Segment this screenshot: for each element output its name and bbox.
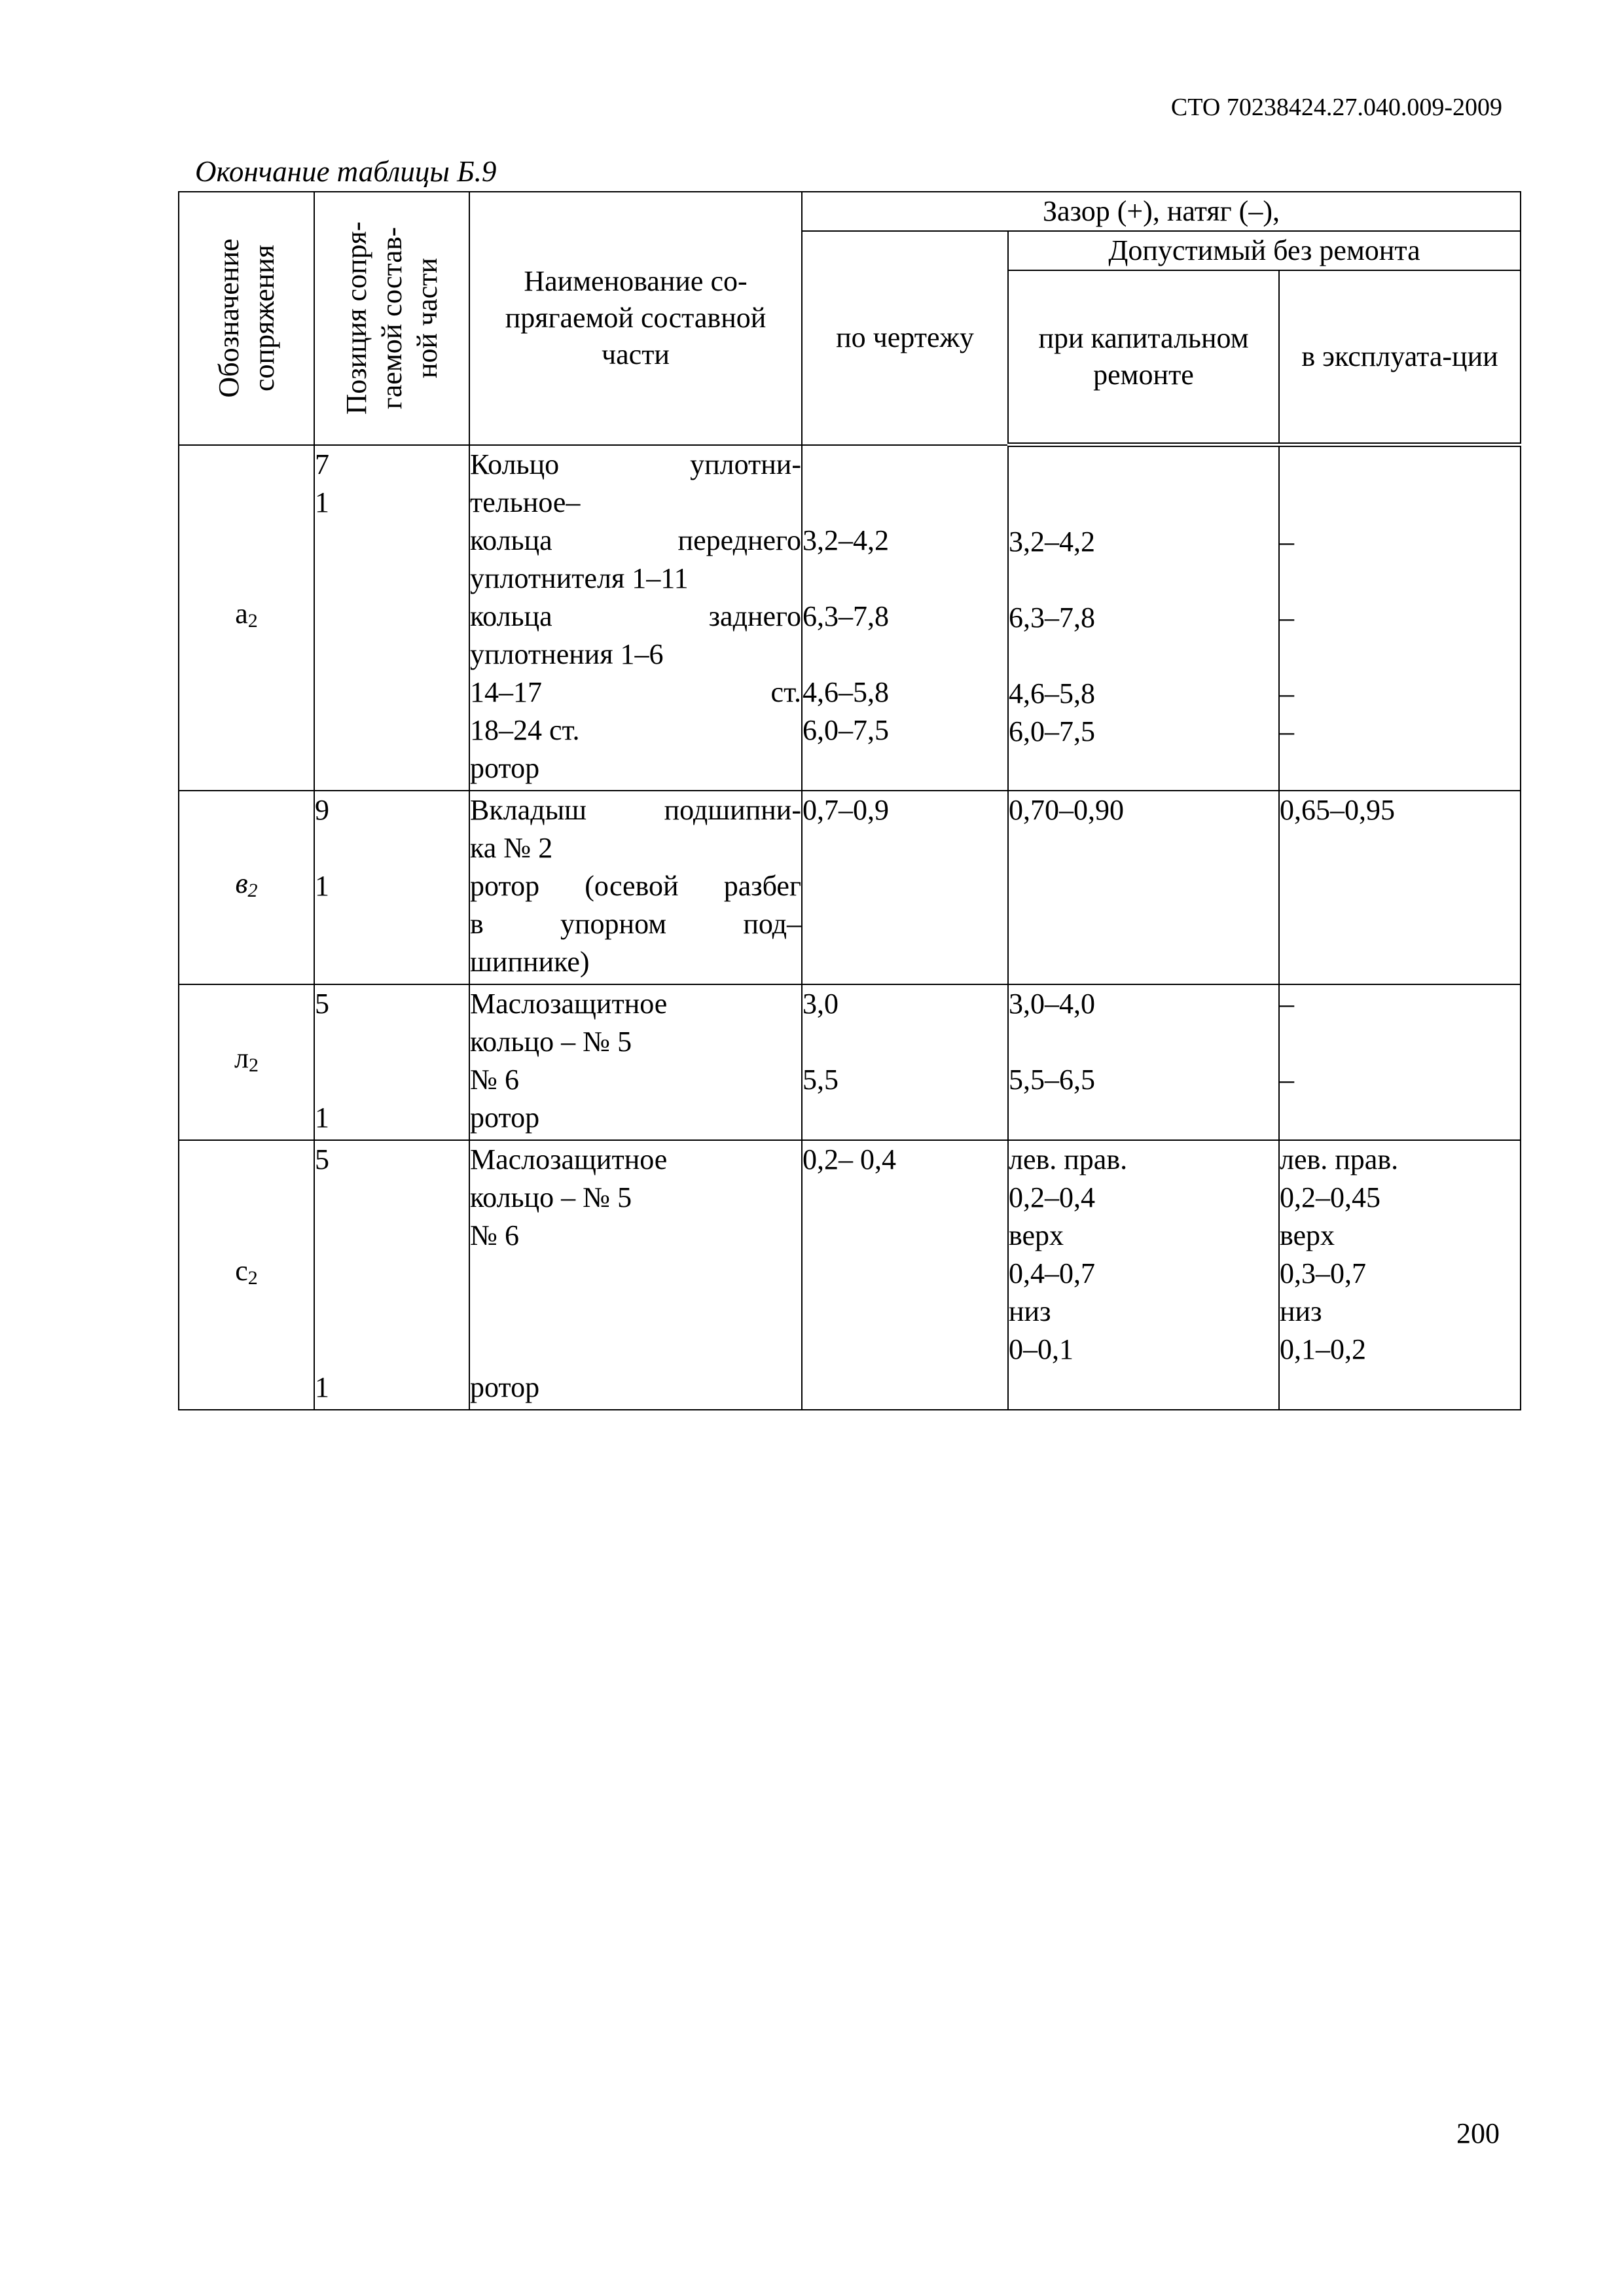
- part-name-cell-line: [470, 1255, 801, 1293]
- overhaul-cell-line: 6,3–7,8: [1009, 601, 1095, 634]
- operation-cell: [1279, 984, 1521, 1140]
- by-drawing-cell-line: [803, 560, 1007, 598]
- header-operation: в эксплуата-ции: [1279, 270, 1521, 445]
- by-drawing-cell: [802, 791, 1008, 984]
- page-number: 200: [1456, 2117, 1500, 2149]
- designation-subscript: 2: [248, 1054, 259, 1076]
- part-name-cell: [469, 791, 802, 984]
- position-cell-line: [315, 1255, 469, 1293]
- position-cell: [314, 984, 469, 1140]
- overhaul-cell-line: 0,2–0,4: [1009, 1181, 1095, 1213]
- part-name-cell-line: ротор: [470, 751, 540, 784]
- designation-subscript: 2: [247, 880, 258, 901]
- part-name-cell-line: кольца заднего: [470, 600, 801, 632]
- designation-cell: [179, 791, 314, 984]
- overhaul-cell-line: [1009, 447, 1278, 485]
- position-cell-line: 7: [315, 448, 329, 480]
- overhaul-cell-line: 0,4–0,7: [1009, 1257, 1095, 1289]
- part-name-cell-line: шипнике): [470, 945, 590, 978]
- clearance-table: [178, 191, 1521, 1410]
- table-row: [179, 1140, 1521, 1410]
- overhaul-cell-line: 4,6–5,8: [1009, 677, 1095, 709]
- header-overhaul: при капитальном ремонте: [1008, 270, 1279, 445]
- part-name-cell-line: ротор: [470, 1371, 540, 1403]
- part-name-cell-line: Вкладыш подшипни-: [470, 793, 801, 826]
- part-name-cell-line: [470, 1331, 801, 1369]
- position-cell-line: [315, 1293, 469, 1331]
- table-row: [179, 984, 1521, 1140]
- by-drawing-cell-line: 5,5: [803, 1063, 839, 1096]
- position-cell-line: 1: [315, 1101, 329, 1134]
- designation-letter: а: [235, 598, 248, 630]
- overhaul-cell-line: [1009, 1023, 1278, 1061]
- table-row: [179, 445, 1521, 791]
- header-allowed-group: Допустимый без ремонта: [1008, 231, 1521, 270]
- by-drawing-cell-line: 6,0–7,5: [803, 713, 889, 746]
- operation-cell-line: 0,3–0,7: [1280, 1257, 1366, 1289]
- designation-letter: л: [234, 1042, 249, 1074]
- operation-cell: [1279, 1140, 1521, 1410]
- operation-cell-line: –: [1280, 601, 1294, 634]
- operation-cell-line: –: [1280, 526, 1294, 558]
- overhaul-cell-line: 6,0–7,5: [1009, 715, 1095, 747]
- table-caption: Окончание таблицы Б.9: [195, 155, 497, 188]
- designation-cell: [179, 445, 314, 791]
- position-cell-line: [315, 1061, 469, 1099]
- position-cell-line: 1: [315, 869, 329, 902]
- part-name-cell-line: [470, 1293, 801, 1331]
- part-name-cell-line: 14–17 ст.: [470, 675, 801, 708]
- position-cell-line: [315, 1179, 469, 1217]
- overhaul-cell-line: [1009, 1099, 1278, 1137]
- operation-cell-line: [1280, 1023, 1520, 1061]
- part-name-cell-line: тельное–: [470, 486, 581, 518]
- part-name-cell-line: кольцо – № 5: [470, 1025, 632, 1058]
- position-cell: [314, 1140, 469, 1410]
- position-cell-line: [315, 1023, 469, 1061]
- part-name-cell-line: ротор (осевой разбег: [470, 869, 801, 902]
- operation-cell-line: лев. прав.: [1280, 1143, 1399, 1175]
- by-drawing-cell: [802, 445, 1008, 791]
- by-drawing-cell-line: 3,0: [803, 987, 839, 1020]
- position-cell: [314, 445, 469, 791]
- by-drawing-cell-line: [803, 636, 1007, 673]
- designation-letter: в: [235, 867, 248, 899]
- document-code: СТО 70238424.27.040.009-2009: [1170, 94, 1502, 121]
- part-name-cell: [469, 1140, 802, 1410]
- position-cell-line: [315, 905, 469, 943]
- operation-cell-line: низ: [1280, 1295, 1322, 1327]
- header-position: Позиция сопря-гаемой состав-ной части: [314, 192, 469, 445]
- designation-subscript: 2: [247, 610, 258, 632]
- overhaul-cell-line: низ: [1009, 1295, 1051, 1327]
- part-name-cell-line: № 6: [470, 1063, 519, 1096]
- by-drawing-cell-line: [803, 446, 1007, 484]
- part-name-cell-line: кольцо – № 5: [470, 1181, 632, 1213]
- overhaul-cell-line: верх: [1009, 1219, 1064, 1251]
- overhaul-cell-line: 3,0–4,0: [1009, 987, 1095, 1020]
- overhaul-cell-line: [1009, 485, 1278, 523]
- operation-cell-line: [1280, 447, 1520, 485]
- part-name-cell-line: ка № 2: [470, 831, 553, 864]
- by-drawing-cell-line: [803, 1023, 1007, 1061]
- operation-cell-line: верх: [1280, 1219, 1335, 1251]
- part-name-cell: [469, 445, 802, 791]
- overhaul-cell-line: 3,2–4,2: [1009, 526, 1095, 558]
- operation-cell-line: 0,65–0,95: [1280, 793, 1395, 826]
- operation-cell-line: 0,2–0,45: [1280, 1181, 1380, 1213]
- operation-cell-line: –: [1280, 715, 1294, 747]
- part-name-cell: [469, 984, 802, 1140]
- part-name-cell-line: 18–24 ст.: [470, 713, 580, 746]
- by-drawing-cell-line: [803, 749, 1007, 787]
- designation-subscript: 2: [247, 1267, 258, 1289]
- overhaul-cell-line: 0,70–0,90: [1009, 793, 1124, 826]
- designation-cell: [179, 984, 314, 1140]
- overhaul-cell: [1008, 1140, 1279, 1410]
- operation-cell-line: [1280, 561, 1520, 599]
- position-cell-line: [315, 1217, 469, 1255]
- table-body: [179, 445, 1521, 1410]
- by-drawing-cell-line: 4,6–5,8: [803, 675, 889, 708]
- part-name-cell-line: ротор: [470, 1101, 540, 1134]
- operation-cell-line: –: [1280, 1063, 1294, 1096]
- part-name-cell-line: Маслозащитное: [470, 987, 668, 1020]
- overhaul-cell: [1008, 984, 1279, 1140]
- overhaul-cell-line: лев. прав.: [1009, 1143, 1128, 1175]
- overhaul-cell-line: 0–0,1: [1009, 1333, 1074, 1365]
- position-cell-line: 5: [315, 987, 329, 1020]
- overhaul-cell-line: [1009, 751, 1278, 789]
- operation-cell-line: [1280, 485, 1520, 523]
- header-gap-group: Зазор (+), натяг (–),: [802, 192, 1521, 231]
- operation-cell: [1279, 791, 1521, 984]
- by-drawing-cell-line: 0,7–0,9: [803, 793, 889, 826]
- position-cell-line: 5: [315, 1143, 329, 1175]
- part-name-cell-line: кольца переднего: [470, 524, 801, 556]
- operation-cell-line: 0,1–0,2: [1280, 1333, 1366, 1365]
- by-drawing-cell: [802, 1140, 1008, 1410]
- operation-cell-line: –: [1280, 987, 1294, 1020]
- part-name-cell-line: уплотнения 1–6: [470, 637, 664, 670]
- by-drawing-cell: [802, 984, 1008, 1140]
- designation-letter: с: [235, 1255, 248, 1287]
- position-cell-line: 1: [315, 486, 329, 518]
- designation-cell: [179, 1140, 314, 1410]
- header-part-name: Наименование со-прягаемой составной части: [469, 192, 802, 445]
- part-name-cell-line: Кольцо уплотни-: [470, 448, 801, 480]
- overhaul-cell-line: 5,5–6,5: [1009, 1063, 1095, 1096]
- operation-cell-line: [1280, 751, 1520, 789]
- part-name-cell-line: № 6: [470, 1219, 519, 1251]
- operation-cell-line: [1280, 637, 1520, 675]
- by-drawing-cell-line: [803, 484, 1007, 522]
- part-name-cell-line: Маслозащитное: [470, 1143, 668, 1175]
- operation-cell: [1279, 445, 1521, 791]
- by-drawing-cell-line: 0,2– 0,4: [803, 1143, 896, 1175]
- header-designation: Обозначение сопряжения: [179, 192, 314, 445]
- overhaul-cell: [1008, 791, 1279, 984]
- operation-cell-line: –: [1280, 677, 1294, 709]
- operation-cell-line: [1280, 1099, 1520, 1137]
- part-name-cell-line: в упорном под–: [470, 907, 801, 940]
- by-drawing-cell-line: [803, 1099, 1007, 1137]
- position-cell: [314, 791, 469, 984]
- overhaul-cell-line: [1009, 561, 1278, 599]
- overhaul-cell-line: [1009, 637, 1278, 675]
- position-cell-line: 9: [315, 793, 329, 826]
- part-name-cell-line: уплотнителя 1–11: [470, 562, 689, 594]
- header-by-drawing: по чертежу: [802, 231, 1008, 445]
- table-row: [179, 791, 1521, 984]
- by-drawing-cell-line: 6,3–7,8: [803, 600, 889, 632]
- position-cell-line: [315, 943, 469, 981]
- position-cell-line: [315, 829, 469, 867]
- by-drawing-cell-line: 3,2–4,2: [803, 524, 889, 556]
- position-cell-line: 1: [315, 1371, 329, 1403]
- position-cell-line: [315, 1331, 469, 1369]
- overhaul-cell: [1008, 445, 1279, 791]
